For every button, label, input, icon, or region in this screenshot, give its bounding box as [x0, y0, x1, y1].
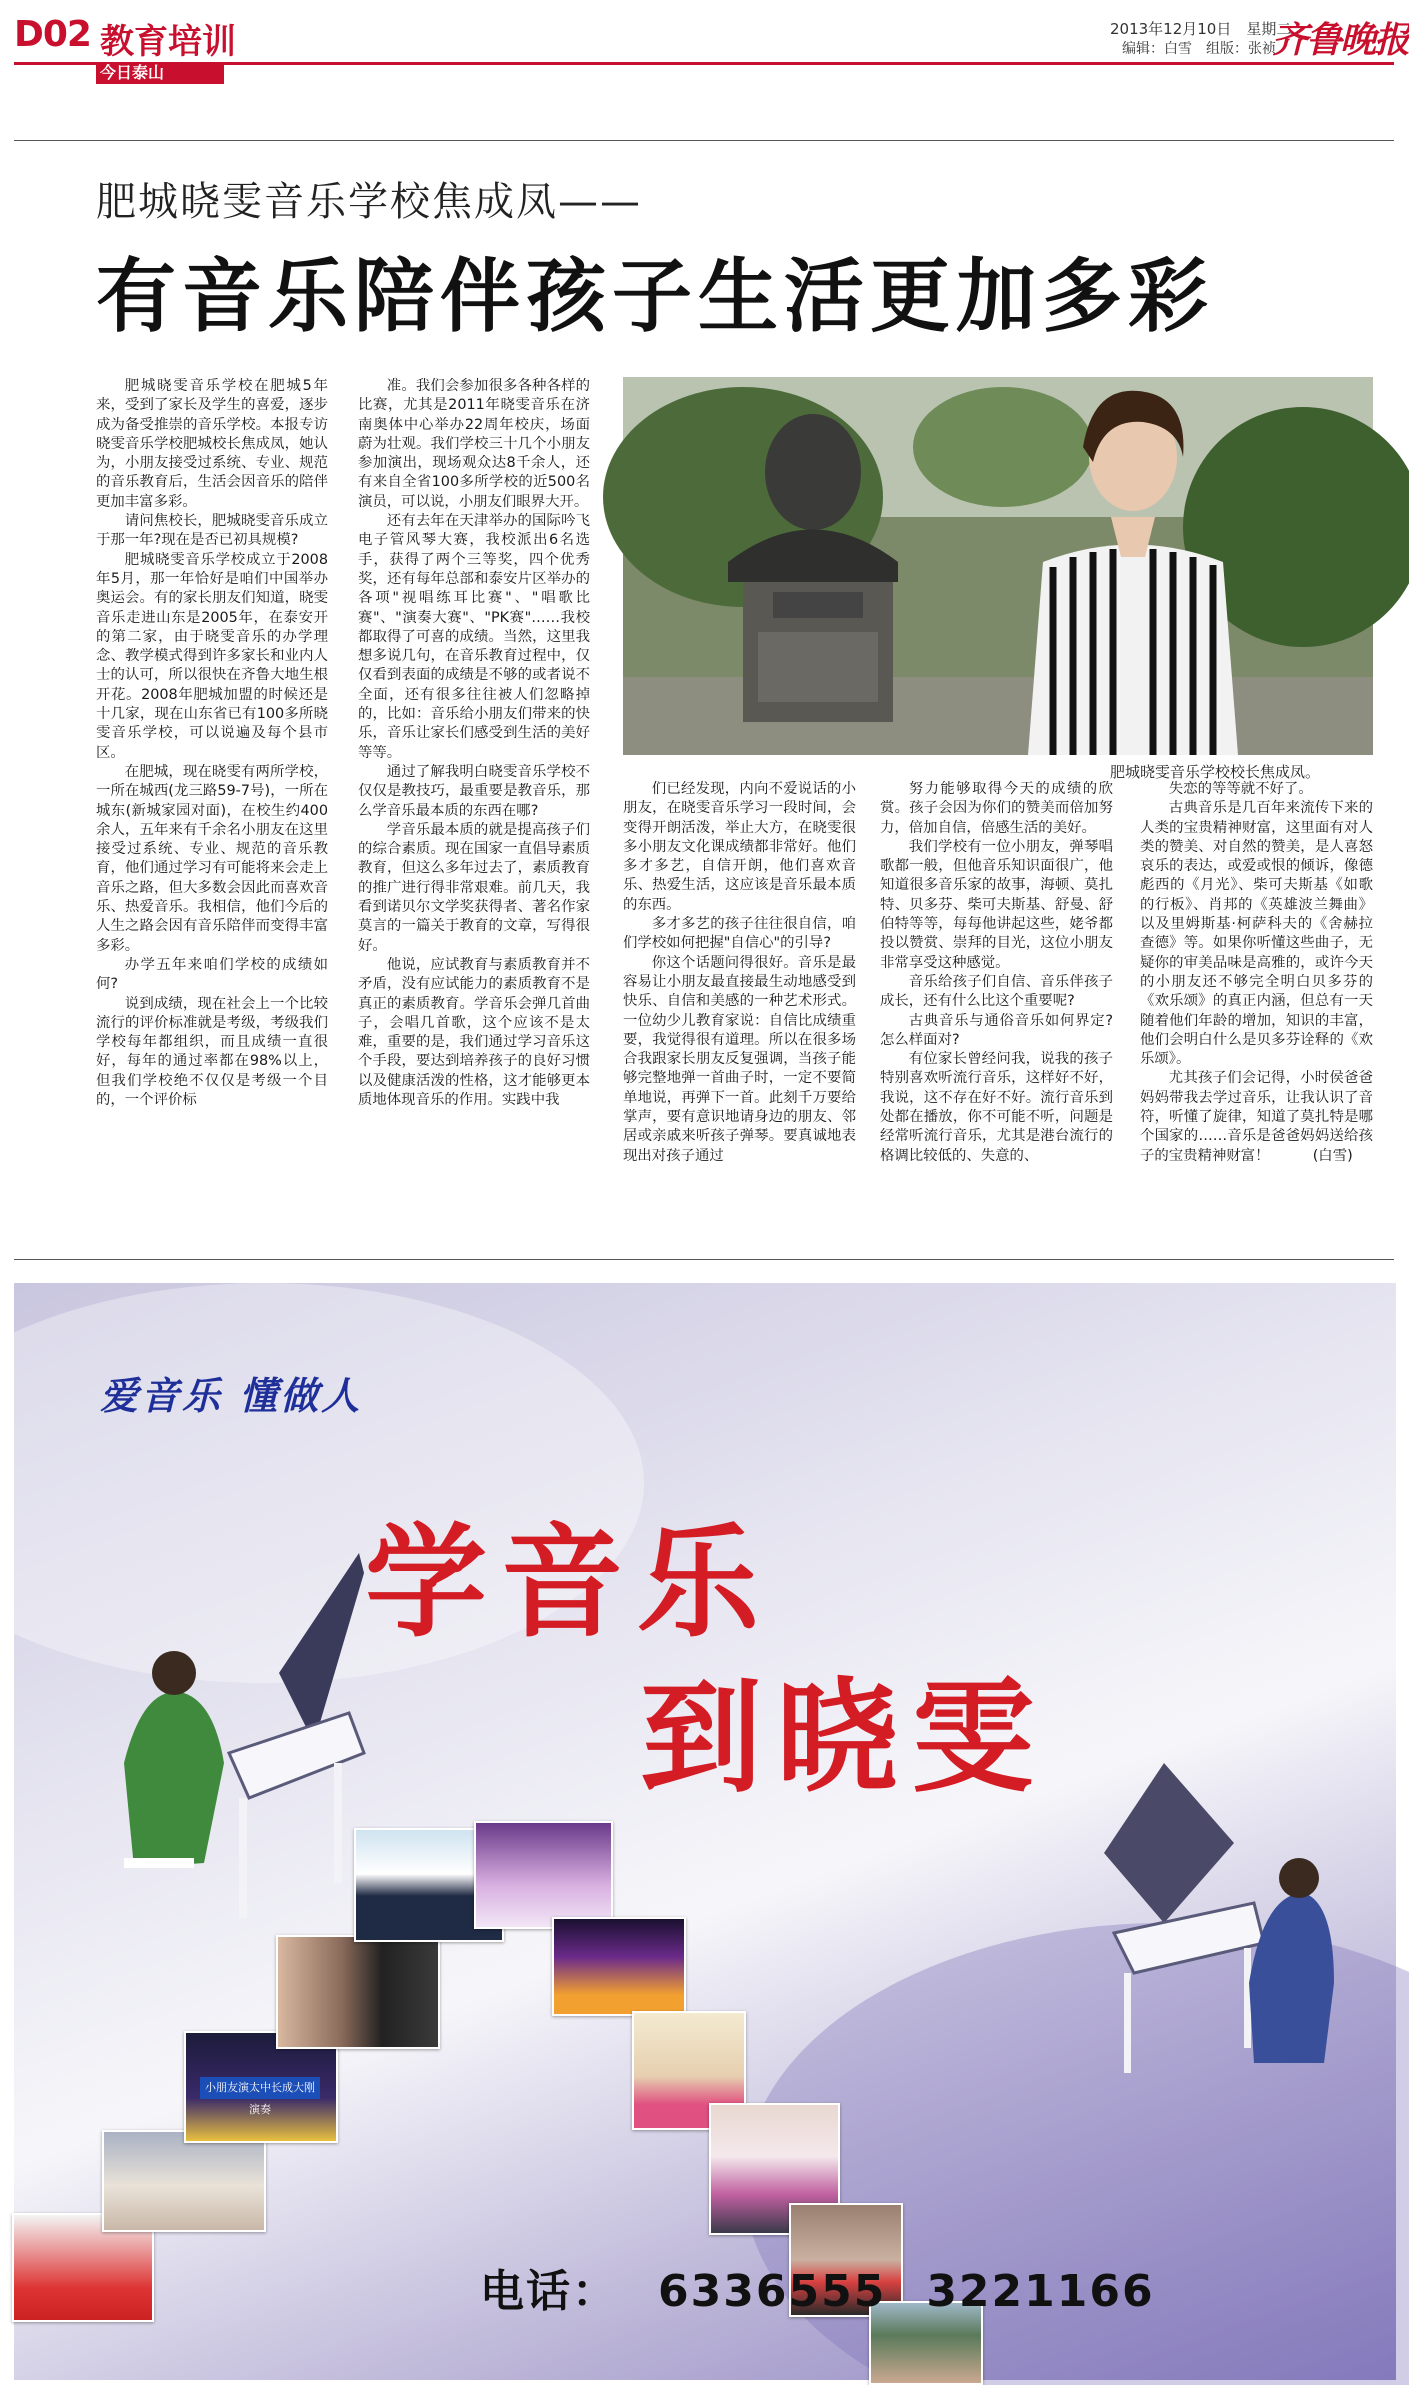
- article-paragraph: 他说，应试教育与素质教育并不矛盾，没有应试能力的素质教育不是真正的素质教育。学音乐会弹几首曲子，会唱几首歌，这个应该不是太难，重要的是，我们通过学习音乐这个手段，要达到培养孩子的良好习惯以及健康活泼的性格，这才能够更本质地体现音乐的作用。实践中我: [358, 956, 590, 1108]
- divider-bottom: [14, 1259, 1394, 1260]
- article-paragraph: 学音乐最本质的就是提高孩子们的综合素质。现在国家一直倡导素质教育，但这么多年过去了，素质教育的推广进行得非常艰难。前几天，我看到诺贝尔文学奖获得者、著名作家莫言的一篇关于教育的文章，写得很好。: [358, 821, 590, 954]
- article-paragraph: 肥城晓雯音乐学校在肥城5年来，受到了家长及学生的喜爱，逐步成为备受推崇的音乐学校。本报专访晓雯音乐学校肥城校长焦成凤，她认为，小朋友接受过系统、专业、规范的音乐教育后，生活会因音乐的陪伴更加丰富多彩。: [96, 378, 328, 510]
- principal-photo: [623, 377, 1373, 755]
- article-paragraph: 努力能够取得今天的成绩的欣赏。孩子会因为你们的赞美而倍加努力，倍加自信，倍感生活的美好。: [880, 781, 1113, 836]
- article-column-5: [1140, 780, 1373, 1277]
- principal-photo-illustration: [623, 377, 1373, 755]
- collage-photo-7: [552, 1917, 686, 2016]
- article-paragraph: 你这个话题问得很好。音乐是最容易让小朋友最直接最生动地感受到快乐、自信和美感的一种艺术形式。一位幼少儿教育家说：自信比成绩重要，我觉得很有道理。所以在很多场合我跟家长朋友反复强调，当孩子能够完整地弹一首曲子时，一定不要简单地说，再弹下一首。此刻千万要给掌声，要有意识地请身边的朋友、邻居或亲戚来听孩子弹琴。要真诚地表现出对孩子通过: [623, 954, 856, 1164]
- article-paragraph: 肥城晓雯音乐学校成立于2008年5月，那一年恰好是咱们中国举办奥运会。有的家长朋友们知道，晓雯音乐走进山东是2005年，在泰安开的第二家，由于晓雯音乐的办学理念、教学模式得到许多家长和业内人士的认可，所以很快在齐鲁大地生根开花。2008年肥城加盟的时候还是十几家，现在山东省已有100多所晓雯音乐学校，可以说遍及每个县市区。: [96, 551, 328, 761]
- school-advertisement: [14, 1283, 1396, 2380]
- ad-phone: [480, 2255, 1195, 2319]
- article-paragraph: 办学五年来咱们学校的成绩如何?: [96, 956, 328, 993]
- article-paragraph: 说到成绩，现在社会上一个比较流行的评价标准就是考级，考级我们学校每年都组织，而且成绩一直很好，每年的通过率都在98%以上，但我们学校绝不仅仅是考级一个目的，一个评价标: [96, 995, 328, 1108]
- phone-number-2: 3221166: [926, 2266, 1155, 2317]
- article-paragraph: 失恋的等等就不好了。: [1168, 781, 1313, 797]
- divider-top: [14, 140, 1394, 141]
- article-paragraph: 多才多艺的孩子往往很自信，咱们学校如何把握"自信心"的引导?: [623, 916, 856, 952]
- ad-title-line-2: 到晓雯: [640, 1665, 1048, 1809]
- issue-date: 2013年12月10日 星期二: [1110, 20, 1292, 38]
- article-column-2: [358, 377, 590, 1277]
- article-column-1: [96, 377, 328, 1277]
- phone-label: 电话：: [480, 2266, 618, 2317]
- article-paragraph: 请问焦校长，肥城晓雯音乐成立于那一年?现在是否已初具规模?: [96, 513, 328, 549]
- collage-photo-4: [276, 1935, 440, 2049]
- photo-caption: 肥城晓雯音乐学校校长焦成凤。: [1110, 763, 1321, 781]
- article-kicker: 肥城晓雯音乐学校焦成凤——: [96, 179, 642, 225]
- article-paragraph: 古典音乐与通俗音乐如何界定?怎么样面对?: [880, 1012, 1113, 1048]
- article-column-3: [623, 780, 856, 1277]
- article-paragraph: 还有去年在天津举办的国际吟飞电子管风琴大赛，我校派出6名选手，获得了两个三等奖，四个优秀奖，还有每年总部和泰安片区举办的各项"视唱练耳比赛"、"唱歌比赛"、"演奏大赛"、"PK赛"……我校都取得了可喜的成绩。当然，这里我想多说几句，在音乐教育过程中，仅仅看到表面的成绩是不够的或者说不全面，还有很多往往被人们忽略掉的，比如：音乐给小朋友们带来的快乐，音乐让家长们感受到生活的美好等等。: [358, 513, 590, 761]
- ad-title-line-1: 学音乐: [365, 1510, 773, 1654]
- page-number: D02: [14, 14, 91, 55]
- article-paragraph: 尤其孩子们会记得，小时侯爸爸妈妈带我去学过音乐，让我认识了音符，听懂了旋律，知道了莫扎特是哪个国家的……音乐是爸爸妈妈送给孩子的宝贵精神财富！ (白雪): [1140, 1070, 1373, 1164]
- collage-banner: 小朋友演太中长成大刚演奏: [200, 2077, 320, 2099]
- article-paragraph: 们已经发现，内向不爱说话的小朋友，在晓雯音乐学习一段时间，会变得开朗活泼，举止大方，在晓雯很多小朋友文化课成绩都非常好。他们多才多艺，自信开朗，他们喜欢音乐、热爱生活，这应该是音乐最本质的东西。: [623, 781, 856, 913]
- phone-number-1: 6336555: [658, 2266, 887, 2317]
- article-paragraph: 音乐给孩子们自信、音乐伴孩子成长，还有什么比这个重要呢?: [880, 973, 1113, 1010]
- sub-section-title: 今日泰山: [100, 63, 165, 82]
- collage-photo-2: [102, 2130, 266, 2232]
- article-paragraph: 通过了解我明白晓雯音乐学校不仅仅是教技巧，最重要是教音乐，那么学音乐最本质的东西在哪?: [358, 763, 590, 819]
- newspaper-logo: 齐鲁晚报: [1272, 19, 1409, 61]
- article-paragraph: 有位家长曾经问我，说我的孩子特别喜欢听流行音乐，这样好不好，我说，这不存在好不好。流行音乐到处都在播放，你不可能不听，问题是经常听流行音乐，尤其是港台流行的格调比较低的、失意的、: [880, 1051, 1113, 1164]
- editors-credit: 编辑：白雪 组版：张祯: [1122, 41, 1276, 57]
- article-column-4: [880, 780, 1113, 1277]
- article-paragraph: 准。我们会参加很多各种各样的比赛，尤其是2011年晓雯音乐在济南奥体中心举办22周年校庆，场面蔚为壮观。我们学校三十几个小朋友参加演出，现场观众达8千余人，还有来自全省100多所学校的近500名演员，可以说，小朋友们眼界大开。: [358, 378, 590, 510]
- ad-slogan: 爱音乐 懂做人: [100, 1373, 363, 1418]
- section-title: 教育培训: [100, 22, 236, 62]
- collage-photo-6: [474, 1821, 613, 1929]
- article-paragraph: 在肥城，现在晓雯有两所学校，一所在城西(龙三路59-7号)，一所在城东(新城家园对面)，在校生约400余人，五年来有千余名小朋友在这里接受过系统、专业、规范的音乐教育，他们通过学习有可能将来会走上音乐之路，但大多数会因此而喜欢音乐、热爱音乐。我相信，他们今后的人生之路会因有音乐陪伴而变得丰富多彩。: [96, 763, 328, 954]
- article-headline: 有音乐陪伴孩子生活更加多彩: [96, 250, 1214, 343]
- article-paragraph: 古典音乐是几百年来流传下来的人类的宝贵精神财富，这里面有对人类的赞美、对自然的赞美，是人喜怒哀乐的表达，或爱或恨的倾诉，像德彪西的《月光》、柴可夫斯基《如歌的行板》、肖邦的《英雄波兰舞曲》以及里姆斯基·柯萨科夫的《舍赫拉查德》等。如果你听懂这些曲子，无疑你的审美品味是高雅的，或许今天的小朋友还不够完全明白贝多芬的《欢乐颂》的真正内涵，但总有一天随着他们年龄的增加，知识的丰富，他们会明白什么是贝多芬诠释的《欢乐颂》。: [1140, 800, 1373, 1068]
- article-paragraph: 我们学校有一位小朋友，弹琴唱歌都一般，但他音乐知识面很广，他知道很多音乐家的故事，海顿、莫扎特、贝多芬、柴可夫斯基、舒曼、舒伯特等等，每每他讲起这些，姥爷都投以赞赏、崇拜的目光，这位小朋友非常享受这种感觉。: [880, 838, 1113, 971]
